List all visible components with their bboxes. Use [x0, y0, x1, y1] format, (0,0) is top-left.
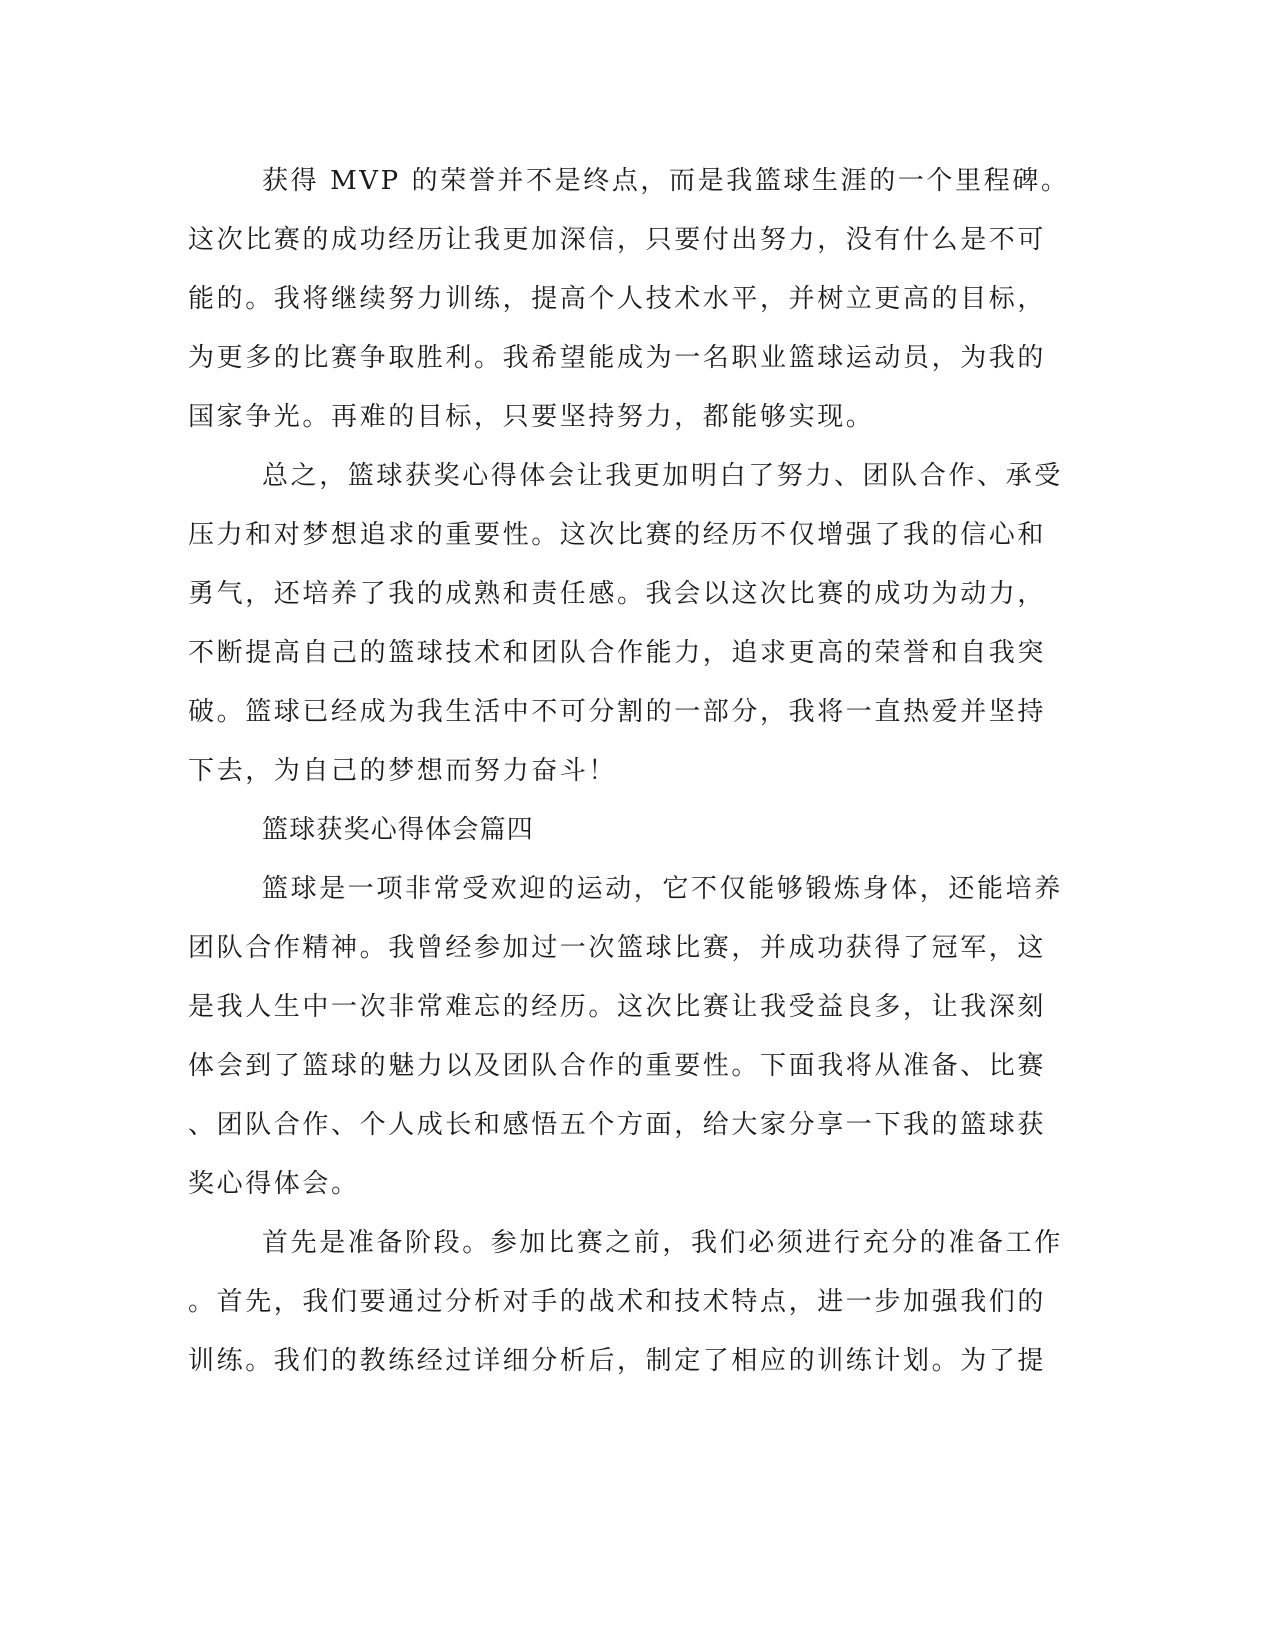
- paragraph-1-line-1: 获得 MVP 的荣誉并不是终点，而是我篮球生涯的一个里程碑。: [262, 166, 1070, 196]
- paragraph-2-line-3: 勇气，还培养了我的成熟和责任感。我会以这次比赛的成功为动力，: [188, 579, 1047, 609]
- paragraph-3-line-6: 奖心得体会。: [188, 1169, 360, 1199]
- paragraph-2-line-5: 破。篮球已经成为我生活中不可分割的一部分，我将一直热爱并坚持: [188, 697, 1047, 727]
- paragraph-3-line-4: 体会到了篮球的魅力以及团队合作的重要性。下面我将从准备、比赛: [188, 1051, 1047, 1081]
- paragraph-3-line-5: 、团队合作、个人成长和感悟五个方面，给大家分享一下我的篮球获: [188, 1110, 1047, 1140]
- paragraph-4-line-1: 首先是准备阶段。参加比赛之前，我们必须进行充分的准备工作: [262, 1228, 1063, 1258]
- paragraph-2-line-6: 下去，为自己的梦想而努力奋斗！: [188, 756, 618, 786]
- paragraph-2-line-1: 总之，篮球获奖心得体会让我更加明白了努力、团队合作、承受: [262, 461, 1063, 491]
- paragraph-1-line-2: 这次比赛的成功经历让我更加深信，只要付出努力，没有什么是不可: [188, 225, 1047, 255]
- paragraph-1-line-4: 为更多的比赛争取胜利。我希望能成为一名职业篮球运动员，为我的: [188, 343, 1047, 373]
- paragraph-4-line-2: 。首先，我们要通过分析对手的战术和技术特点，进一步加强我们的: [188, 1287, 1047, 1317]
- paragraph-3-line-2: 团队合作精神。我曾经参加过一次篮球比赛，并成功获得了冠军，这: [188, 933, 1047, 963]
- paragraph-2-line-2: 压力和对梦想追求的重要性。这次比赛的经历不仅增强了我的信心和: [188, 520, 1047, 550]
- paragraph-1-line-3: 能的。我将继续努力训练，提高个人技术水平，并树立更高的目标，: [188, 284, 1047, 314]
- paragraph-4-line-3: 训练。我们的教练经过详细分析后，制定了相应的训练计划。为了提: [188, 1346, 1047, 1376]
- section-heading: 篮球获奖心得体会篇四: [262, 815, 535, 845]
- paragraph-3-line-3: 是我人生中一次非常难忘的经历。这次比赛让我受益良多，让我深刻: [188, 992, 1047, 1022]
- paragraph-3-line-1: 篮球是一项非常受欢迎的运动，它不仅能够锻炼身体，还能培养: [262, 874, 1063, 904]
- paragraph-2-line-4: 不断提高自己的篮球技术和团队合作能力，追求更高的荣誉和自我突: [188, 638, 1047, 668]
- paragraph-1-line-5: 国家争光。再难的目标，只要坚持努力，都能够实现。: [188, 402, 875, 432]
